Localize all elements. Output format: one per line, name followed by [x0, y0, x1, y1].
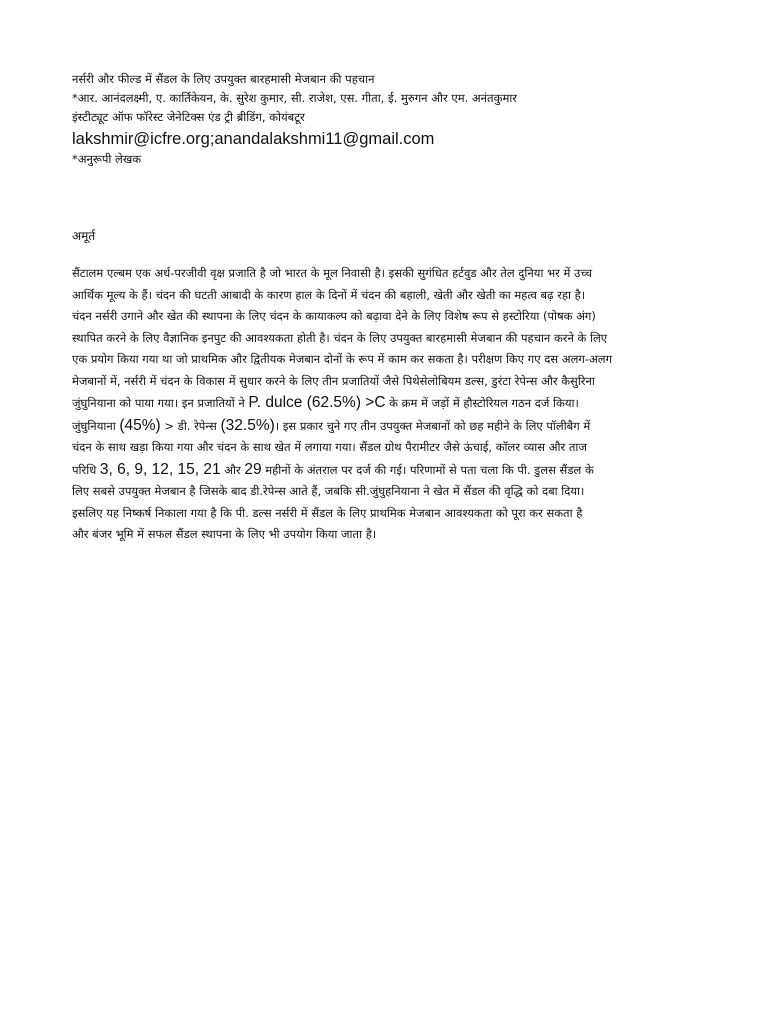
abstract-text: परिधि: [72, 462, 100, 477]
contact-email[interactable]: lakshmir@icfre.org;anandalakshmi11@gmail.com: [72, 130, 435, 148]
abstract-line: [72, 503, 712, 525]
abstract-text: इसलिए यह निष्कर्ष निकाला गया है कि पी. डल्स नर्सरी में सैंडल के लिए प्राथमिक मेजबान आवश्यकता को पूरा कर सकता है: [72, 505, 583, 520]
corresponding-author-note: *अनुरूपी लेखक: [72, 152, 142, 166]
abstract-emphasis-text: (32.5%): [220, 416, 275, 434]
abstract-line: [72, 524, 712, 546]
abstract-text: जुंघुनियाना: [72, 418, 120, 433]
abstract-line: [72, 392, 712, 415]
abstract-body: [72, 263, 712, 546]
paper-title: नर्सरी और फील्ड में सैंडल के लिए उपयुक्त बारहमासी मेजबान की पहचान: [72, 72, 375, 86]
abstract-line: [72, 328, 712, 350]
abstract-text: चंदन के साथ खड़ा किया गया और चंदन के साथ खेत में लगाया गया। सैंडल ग्रोथ पैरामीटर जैसे ऊंचाई, कॉलर व्यास और ताज: [72, 440, 587, 454]
institute-affiliation: इंस्टीट्यूट ऑफ फॉरेस्ट जेनेटिक्स एंड ट्री ब्रीडिंग, कोयंबटूर: [72, 110, 305, 124]
abstract-line: [72, 349, 712, 371]
abstract-text: महीनों के अंतराल पर दर्ज की गई। परिणामों से पता चला कि पी. डुलस सैंडल के: [261, 462, 594, 477]
abstract-text: जुंघुनियाना को पाया गया। इन प्रजातियों ने: [72, 396, 249, 410]
abstract-text: । इस प्रकार चुने गए तीन उपयुक्त मेजबानों को छह महीने के लिए पॉलीबैग में: [274, 418, 591, 433]
abstract-line: [72, 285, 712, 307]
abstract-text: एक प्रयोग किया गया था जो प्राथमिक और द्वितीयक मेजबान दोनों के रूप में काम कर सकता है। परीक्षण किए गए दस अलग-अलग: [72, 352, 613, 366]
abstract-text: चंदन नर्सरी उगाने और खेत की स्थापना के लिए चंदन के कायाकल्प को बढ़ावा देने के लिए विशेष रूप से हस्टोरिया (पोषक अंग): [72, 309, 596, 323]
abstract-line: [72, 263, 712, 285]
abstract-text: सैंटालम एल्बम एक अर्ध-परजीवी वृक्ष प्रजाति है जो भारत के मूल निवासी है। इसकी सुगंधित हर्टवुड और तेल दुनिया भर में उच्च: [72, 266, 592, 280]
abstract-text: स्थापित करने के लिए वैज्ञानिक इनपुट की आवश्यकता होती है। चंदन के लिए उपयुक्त बारहमासी मेजबान की पहचान करने के लिए: [72, 330, 608, 345]
paper-header: [72, 70, 712, 169]
abstract-text: और: [220, 462, 245, 477]
abstract-text: के क्रम में जड़ों में हौस्टोरियल गठन दर्ज किया।: [385, 396, 579, 410]
abstract-text: > डी. रेपेन्स: [160, 418, 221, 433]
abstract-line: [72, 371, 712, 393]
abstract-emphasis-text: P. dulce (62.5%) >C: [248, 394, 386, 411]
abstract-line: [72, 415, 712, 438]
abstract-text: मेजबानों में, नर्सरी में चंदन के विकास में सुधार करने के लिए तीन प्रजातियों जैसे पिथेसेलोबियम डल्स, डुरंटा रेपेन्स और कैसुरिना: [72, 373, 595, 388]
abstract-text: और बंजर भूमि में सफल सैंडल स्थापना के लिए भी उपयोग किया जाता है।: [72, 527, 377, 541]
abstract-text: आर्थिक मूल्य के हैं। चंदन की घटती आबादी के कारण हाल के दिनों में चंदन की बहाली, खेती और खेती का महत्व बढ़ रहा है।: [72, 287, 586, 302]
abstract-line: [72, 437, 712, 459]
abstract-line: [72, 481, 712, 503]
abstract-line: [72, 306, 712, 328]
abstract-emphasis-text: 3, 6, 9, 12, 15, 21: [99, 460, 221, 478]
author-list: *आर. आनंदलक्ष्मी, ए. कार्तिकेयन, के. सुरेश कुमार, सी. राजेश, एस. गीता, ई. मुरुगन और एम. अनंतकुमार: [72, 91, 518, 105]
abstract-emphasis-text: 29: [244, 460, 262, 478]
abstract-text: लिए सबसे उपयुक्त मेजबान है जिसके बाद डी.रेपेन्स आते हैं, जबकि सी.जुंघुहनियाना ने खेत में सैंडल की वृद्धि को दबा दिया।: [72, 484, 585, 498]
abstract-emphasis-text: (45%): [119, 416, 161, 434]
abstract-line: [72, 459, 712, 482]
abstract-heading: अमूर्त: [72, 229, 96, 243]
